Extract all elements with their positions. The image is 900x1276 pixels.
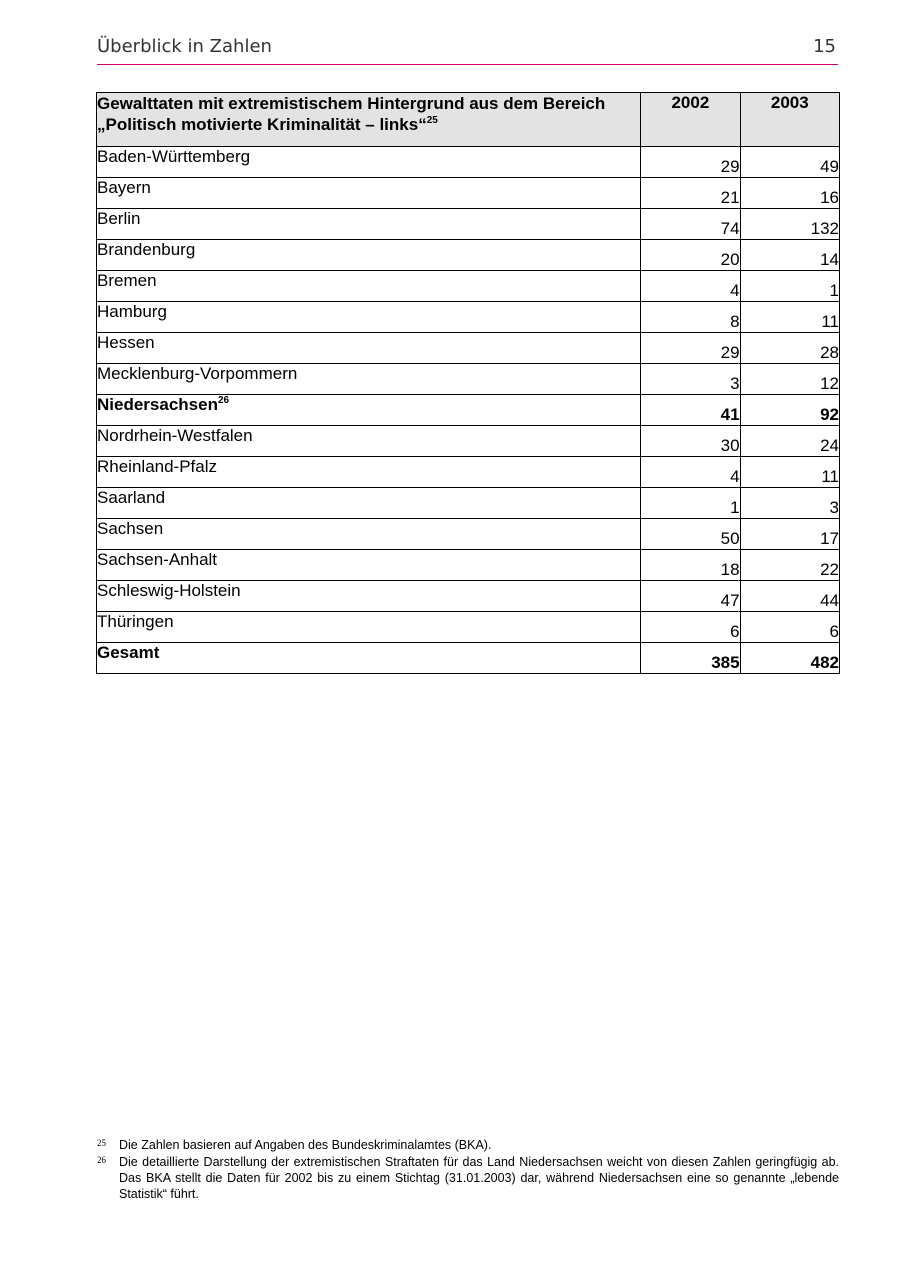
state-name: Sachsen-Anhalt	[97, 550, 218, 569]
value-cell-2002: 6	[641, 612, 740, 643]
footnote	[97, 1154, 839, 1202]
value-cell-2002: 385	[641, 643, 740, 674]
state-name: Hamburg	[97, 302, 167, 321]
value-cell-2003: 11	[740, 302, 839, 333]
value-cell-2003: 28	[740, 333, 839, 364]
state-cell	[97, 395, 641, 426]
table-row	[97, 302, 840, 333]
value-cell-2003: 16	[740, 178, 839, 209]
value-cell-2002: 3	[641, 364, 740, 395]
state-name: Thüringen	[97, 612, 174, 631]
state-cell	[97, 612, 641, 643]
state-cell	[97, 240, 641, 271]
table-row	[97, 581, 840, 612]
table-title: Gewalttaten mit extremistischem Hintergrund aus dem Bereich „Politisch motivierte Kriminalität – links“	[97, 94, 606, 134]
state-name: Saarland	[97, 488, 166, 507]
value-cell-2003: 11	[740, 457, 839, 488]
value-cell-2003: 14	[740, 240, 839, 271]
value-cell-2002: 41	[641, 395, 740, 426]
state-name: Nordrhein-Westfalen	[97, 426, 253, 445]
page-number: 15	[813, 36, 836, 57]
value-cell-2003: 1	[740, 271, 839, 302]
total-row	[97, 643, 840, 674]
table-row	[97, 457, 840, 488]
state-name: Brandenburg	[97, 240, 196, 259]
table-row	[97, 147, 840, 178]
page-header	[97, 36, 838, 65]
value-cell-2003: 49	[740, 147, 839, 178]
table-row	[97, 426, 840, 457]
state-cell	[97, 302, 641, 333]
value-cell-2002: 47	[641, 581, 740, 612]
value-cell-2003: 92	[740, 395, 839, 426]
value-cell-2003: 22	[740, 550, 839, 581]
footnote-number: 26	[97, 1155, 106, 1165]
value-cell-2003: 17	[740, 519, 839, 550]
state-name: Gesamt	[97, 643, 160, 662]
state-cell	[97, 178, 641, 209]
state-cell	[97, 519, 641, 550]
footnote-ref: 26	[217, 395, 230, 406]
state-name: Schleswig-Holstein	[97, 581, 241, 600]
table-row	[97, 519, 840, 550]
state-cell	[97, 581, 641, 612]
footnote-number: 25	[97, 1138, 106, 1148]
value-cell-2003: 12	[740, 364, 839, 395]
table-row	[97, 271, 840, 302]
table-row	[97, 488, 840, 519]
state-name: Rheinland-Pfalz	[97, 457, 218, 476]
value-cell-2002: 18	[641, 550, 740, 581]
value-cell-2002: 4	[641, 271, 740, 302]
state-name: Bremen	[97, 271, 157, 290]
state-cell	[97, 147, 641, 178]
state-cell	[97, 426, 641, 457]
state-cell	[97, 271, 641, 302]
state-name: Niedersachsen	[97, 395, 218, 414]
table-header-row	[97, 93, 840, 147]
table-title-cell	[97, 93, 641, 147]
footnote-text: Die detaillierte Darstellung der extremistischen Straftaten für das Land Niedersachsen weicht von diesen Zahlen geringfügig ab. Das BKA stellt die Daten für 2002 bis zu einem Stichtag (31.01.2003) dar, während Niedersachsen eine so genannte „lebende Statistik“ führt.	[119, 1155, 839, 1201]
state-cell	[97, 643, 641, 674]
table-row	[97, 395, 840, 426]
value-cell-2002: 8	[641, 302, 740, 333]
state-cell	[97, 550, 641, 581]
state-name: Bayern	[97, 178, 151, 197]
page-title: Überblick in Zahlen	[97, 36, 272, 57]
footnotes	[97, 1137, 839, 1203]
crime-statistics-table	[96, 92, 840, 674]
state-cell	[97, 457, 641, 488]
table-row	[97, 612, 840, 643]
state-cell	[97, 364, 641, 395]
column-header-2003: 2003	[740, 93, 839, 147]
value-cell-2002: 1	[641, 488, 740, 519]
value-cell-2002: 20	[641, 240, 740, 271]
state-cell	[97, 333, 641, 364]
value-cell-2002: 74	[641, 209, 740, 240]
value-cell-2002: 30	[641, 426, 740, 457]
table-row	[97, 550, 840, 581]
table-row	[97, 178, 840, 209]
value-cell-2003: 6	[740, 612, 839, 643]
footnote-ref: 25	[426, 115, 438, 126]
value-cell-2003: 44	[740, 581, 839, 612]
table-body	[97, 147, 840, 674]
value-cell-2002: 29	[641, 333, 740, 364]
state-cell	[97, 209, 641, 240]
state-name: Mecklenburg-Vorpommern	[97, 364, 298, 383]
table-row	[97, 333, 840, 364]
state-name: Berlin	[97, 209, 141, 228]
value-cell-2002: 21	[641, 178, 740, 209]
state-name: Baden-Württemberg	[97, 147, 251, 166]
value-cell-2003: 24	[740, 426, 839, 457]
value-cell-2003: 482	[740, 643, 839, 674]
value-cell-2002: 29	[641, 147, 740, 178]
state-name: Sachsen	[97, 519, 164, 538]
column-header-2002: 2002	[641, 93, 740, 147]
table-row	[97, 209, 840, 240]
table-row	[97, 364, 840, 395]
value-cell-2002: 4	[641, 457, 740, 488]
state-cell	[97, 488, 641, 519]
value-cell-2002: 50	[641, 519, 740, 550]
value-cell-2003: 3	[740, 488, 839, 519]
footnote	[97, 1137, 839, 1153]
value-cell-2003: 132	[740, 209, 839, 240]
footnote-text: Die Zahlen basieren auf Angaben des Bundeskriminalamtes (BKA).	[119, 1138, 492, 1152]
state-name: Hessen	[97, 333, 155, 352]
table-row	[97, 240, 840, 271]
